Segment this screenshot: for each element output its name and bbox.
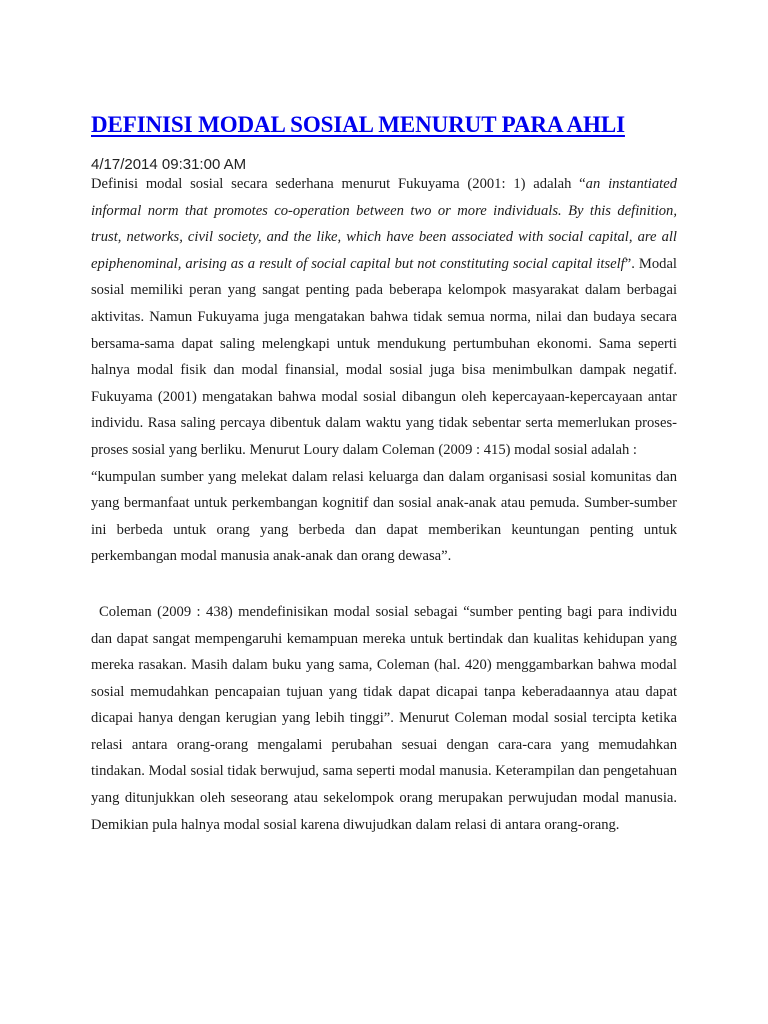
post-title-link[interactable]: DEFINISI MODAL SOSIAL MENURUT PARA AHLI xyxy=(91,112,625,137)
paragraph-spacer xyxy=(91,570,677,599)
paragraph-fukuyama xyxy=(91,171,677,464)
post-timestamp: 4/17/2014 09:31:00 AM xyxy=(91,156,247,173)
paragraph-loury-quote: “kumpulan sumber yang melekat dalam relasi keluarga dan dalam organisasi sosial komunitas dan yang bermanfaat untuk perkembangan kognitif dan sosial anak-anak atau pemuda. Sumber-sumber ini berbeda untuk orang yang berbeda dan dapat memberikan keuntungan penting untuk perkembangan modal manusia anak-anak dan orang dewasa”. xyxy=(91,468,677,565)
paragraph-1-rest: ”. Modal sosial memiliki peran yang sangat penting pada beberapa kelompok masyarakat dalam berbagai aktivitas. Namun Fukuyama juga mengatakan bahwa tidak semua norma, nilai dan budaya secara bersama-sama dapat saling melengkapi untuk mendukung pertumbuhan ekonomi. Sama seperti halnya modal fisik dan modal finansial, modal sosial juga bisa menimbulkan dampak negatif. Fukuyama (2001) mengatakan bahwa modal sosial dibangun oleh kepercayaan-kepercayaan antar individu. Rasa saling percaya dibentuk dalam waktu yang tidak sebentar serta memerlukan proses-proses sosial yang berliku. Menurut Loury dalam Coleman (2009 : 415) modal sosial adalah : xyxy=(91,255,677,458)
paragraph-1-english-quote: an instantiated informal norm that promotes co-operation between two or more individuals. By this definition, trust, networks, civil society, and the like, which have been associated with social capital, are all epiphenominal, arising as a result of social capital but not constituting social capital itself xyxy=(91,176,677,272)
document-page xyxy=(91,108,677,838)
paragraph-coleman: Coleman (2009 : 438) mendefinisikan modal sosial sebagai “sumber penting bagi para individu dan dapat sangat mempengaruhi kemampuan mereka untuk bertindak dan kualitas kehidupan yang mereka rasakan. Masih dalam buku yang sama, Coleman (hal. 420) menggambarkan bahwa modal sosial memudahkan pencapaian tujuan yang tidak dapat dicapai tanpa keberadaannya atau dapat dicapai hanya dengan kerugian yang lebih tinggi”. Menurut Coleman modal sosial tercipta ketika relasi antara orang-orang mengalami perubahan sesuai dengan cara-cara yang memudahkan tindakan. Modal sosial tidak berwujud, sama seperti modal manusia. Keterampilan dan pengetahuan yang ditunjukkan oleh seseorang atau sekelompok orang merupakan perwujudan modal manusia. Demikian pula halnya modal sosial karena diwujudkan dalam relasi di antara orang-orang. xyxy=(91,603,677,833)
paragraph-1-intro: Definisi modal sosial secara sederhana menurut Fukuyama (2001: 1) adalah “ xyxy=(91,176,586,192)
